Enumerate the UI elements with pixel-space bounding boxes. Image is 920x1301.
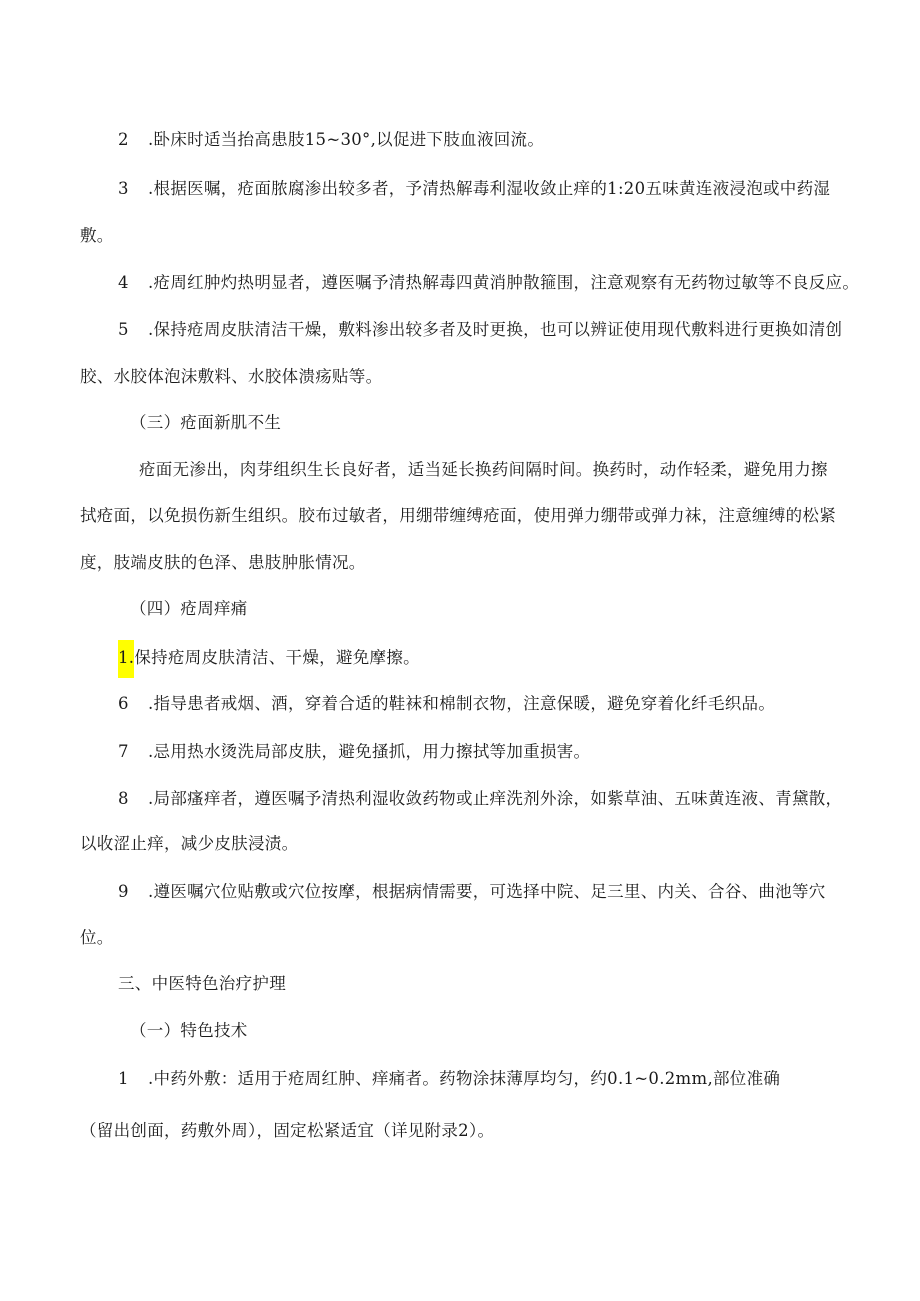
list-item-5	[118, 318, 842, 342]
list-item-1-technique-continued	[80, 1119, 494, 1143]
list-item-4	[118, 271, 859, 295]
item-text: 胶、水胶体泡沫敷料、水胶体溃疡贴等。	[80, 367, 383, 386]
item-text: 位。	[80, 928, 114, 947]
list-item-9	[118, 880, 826, 904]
item-text: .中药外敷：适用于疮周红肿、痒痛者。药物涂抹薄厚均匀，约0.1~0.2mm,部位准确	[148, 1069, 781, 1088]
item-number: 8	[118, 789, 129, 808]
subheading-4	[130, 597, 248, 621]
item-text: .局部瘙痒者，遵医嘱予清热利湿收敛药物或止痒洗剂外涂，如紫草油、五味黄连液、青黛散，	[148, 789, 843, 808]
subheading-text: （一）特色技术	[130, 1021, 248, 1040]
subheading-1	[130, 1019, 248, 1043]
list-item-1-highlighted	[118, 646, 420, 678]
list-item-5-continued	[80, 365, 382, 389]
subheading-text: （四）疮周痒痛	[130, 599, 248, 618]
paragraph-text: 拭疮面，以免损伤新生组织。胶布过敏者，用绷带缠缚疮面，使用弹力绷带或弹力袜，注意缠缚的松紧	[80, 506, 836, 525]
item-number: 2	[118, 130, 129, 149]
list-item-9-continued	[80, 926, 114, 950]
item-text: 保持疮周皮肤清洁、干燥，避免摩擦。	[134, 648, 420, 667]
list-item-8-continued	[80, 832, 298, 856]
item-number: 4	[118, 273, 129, 292]
paragraph-line-2	[80, 504, 836, 528]
item-text: .疮周红肿灼热明显者，遵医嘱予清热解毒四黄消肿散箍围，注意观察有无药物过敏等不良反应。	[148, 273, 860, 292]
list-item-6	[118, 692, 775, 716]
highlight-marker: 1.	[118, 640, 134, 678]
subheading-3	[130, 411, 281, 435]
item-number: 6	[118, 694, 129, 713]
item-text: 敷。	[80, 226, 114, 245]
item-text: .指导患者戒烟、酒，穿着合适的鞋袜和棉制衣物，注意保暖，避免穿着化纤毛织品。	[148, 694, 776, 713]
item-number: 1	[118, 1069, 129, 1088]
list-item-3	[118, 177, 830, 201]
list-item-3-continued	[80, 224, 114, 248]
item-number: 5	[118, 320, 129, 339]
item-text: .忌用热水烫洗局部皮肤，避免搔抓，用力擦拭等加重损害。	[148, 742, 591, 761]
item-text: .卧床时适当抬高患肢15~30°,以促进下肢血液回流。	[148, 130, 545, 149]
section-heading-text: 三、中医特色治疗护理	[118, 974, 286, 993]
item-text: .遵医嘱穴位贴敷或穴位按摩，根据病情需要，可选择中院、足三里、内关、合谷、曲池等穴	[148, 882, 826, 901]
paragraph-text: 疮面无渗出，肉芽组织生长良好者，适当延长换药间隔时间。换药时，动作轻柔，避免用力擦	[139, 460, 828, 479]
list-item-1-technique	[118, 1067, 780, 1091]
item-number: 9	[118, 882, 129, 901]
item-text: （留出创面，药敷外周），固定松紧适宜（详见附录2）。	[80, 1121, 495, 1140]
item-text: 以收涩止痒，减少皮肤浸渍。	[80, 834, 299, 853]
paragraph-text: 度，肢端皮肤的色泽、患肢肿胀情况。	[80, 553, 366, 572]
subheading-text: （三）疮面新肌不生	[130, 413, 282, 432]
list-item-2	[118, 128, 544, 152]
paragraph-line-1	[139, 458, 828, 482]
item-text: .保持疮周皮肤清洁干燥，敷料渗出较多者及时更换，也可以辨证使用现代敷料进行更换如清创	[148, 320, 843, 339]
paragraph-line-3	[80, 551, 366, 575]
item-text: .根据医嘱，疮面脓腐渗出较多者，予清热解毒利湿收敛止痒的1:20五味黄连液浸泡或中药湿	[148, 179, 831, 198]
item-number: 7	[118, 742, 129, 761]
section-heading-3	[118, 972, 286, 996]
list-item-7	[118, 740, 590, 764]
item-number: 3	[118, 179, 129, 198]
list-item-8	[118, 787, 842, 811]
